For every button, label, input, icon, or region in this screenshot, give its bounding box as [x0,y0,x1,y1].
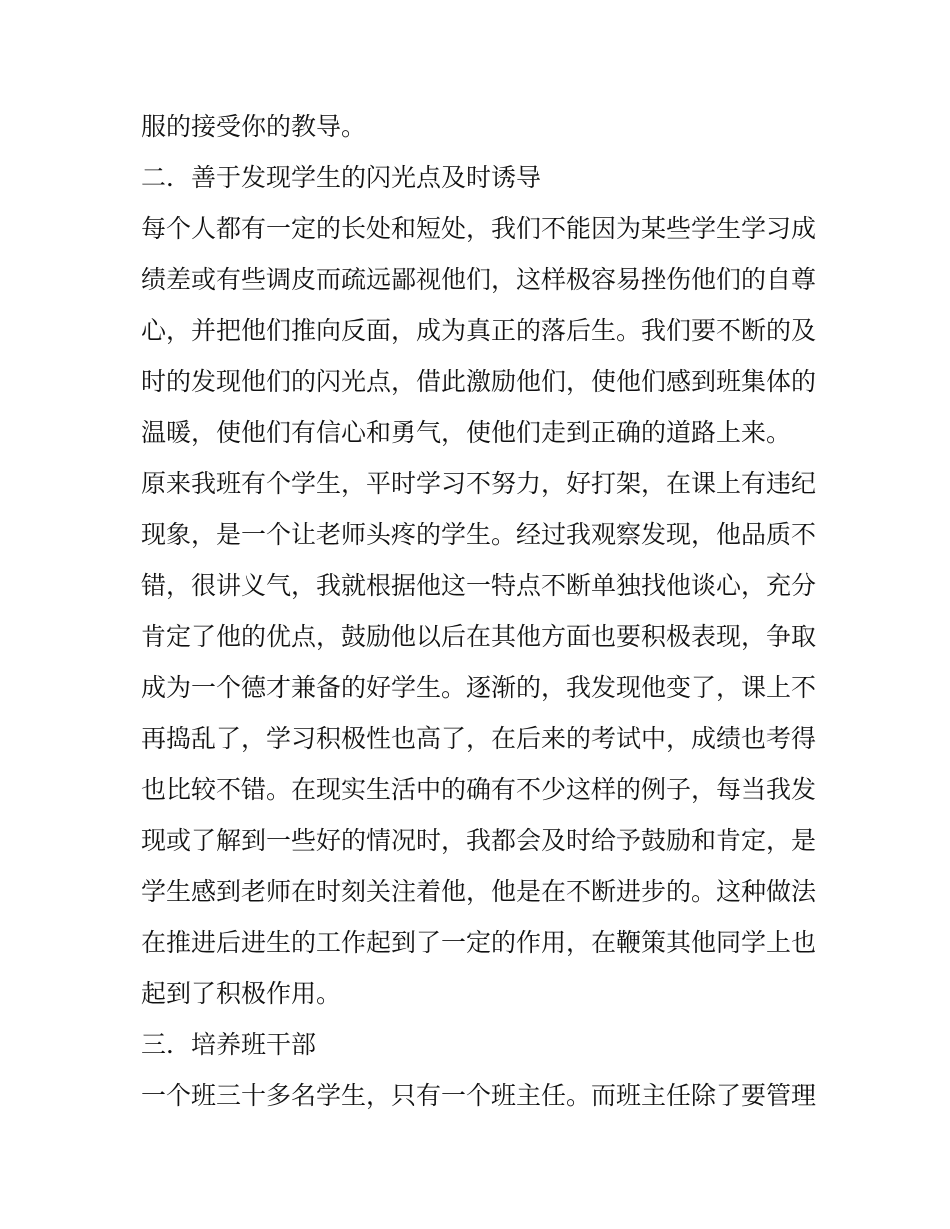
section-heading: 二．善于发现学生的闪光点及时诱导 [141,163,542,192]
text-line: 现象，是一个让老师头疼的学生。经过我观察发现，他品质不 [141,520,817,549]
text-line: 现或了解到一些好的情况时，我都会及时给予鼓励和肯定，是 [141,826,817,855]
text-line: 每个人都有一定的长处和短处，我们不能因为某些学生学习成 [141,214,817,243]
text-line: 学生感到老师在时刻关注着他，他是在不断进步的。这种做法 [141,877,817,906]
text-line: 时的发现他们的闪光点，借此激励他们，使他们感到班集体的 [141,367,817,396]
text-line: 成为一个德才兼备的好学生。逐渐的，我发现他变了，课上不 [141,673,817,702]
text-line: 错，很讲义气，我就根据他这一特点不断单独找他谈心，充分 [141,571,817,600]
text-line: 服的接受你的教导。 [141,112,367,141]
text-line: 一个班三十多名学生，只有一个班主任。而班主任除了要管理 [141,1081,817,1110]
section-heading: 三．培养班干部 [141,1030,317,1059]
text-line: 在推进后进生的工作起到了一定的作用，在鞭策其他同学上也 [141,928,817,957]
text-line: 肯定了他的优点，鼓励他以后在其他方面也要积极表现，争取 [141,622,817,651]
text-line: 原来我班有个学生，平时学习不努力，好打架，在课上有违纪 [141,469,817,498]
text-line: 也比较不错。在现实生活中的确有不少这样的例子，每当我发 [141,775,817,804]
text-line: 温暖，使他们有信心和勇气，使他们走到正确的道路上来。 [141,418,792,447]
text-line: 绩差或有些调皮而疏远鄙视他们，这样极容易挫伤他们的自尊 [141,265,817,294]
text-line: 心，并把他们推向反面，成为真正的落后生。我们要不断的及 [141,316,817,345]
text-line: 起到了积极作用。 [141,979,342,1008]
text-line: 再捣乱了，学习积极性也高了，在后来的考试中，成绩也考得 [141,724,817,753]
